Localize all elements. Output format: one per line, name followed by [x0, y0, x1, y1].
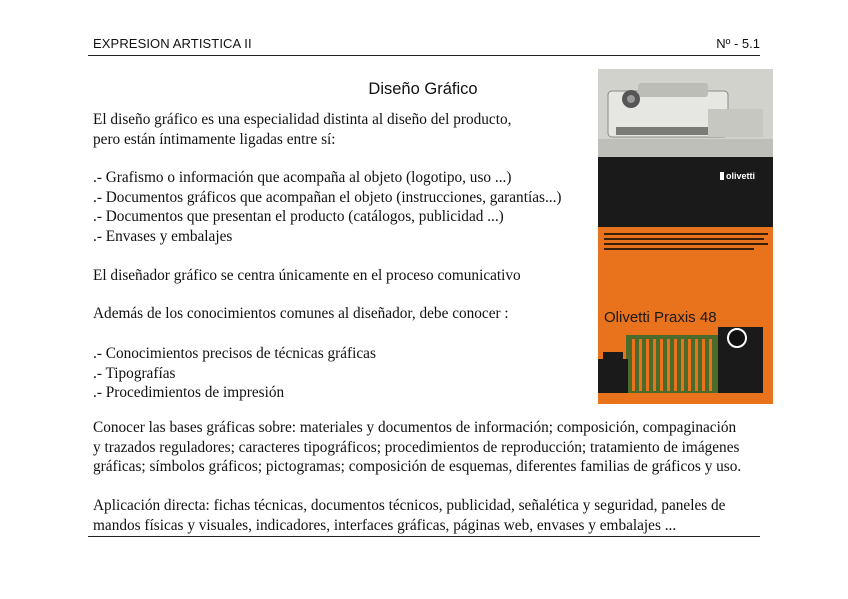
olivetti-logo: olivetti [726, 171, 756, 181]
application-line: mandos físicas y visuales, indicadores, interfaces gráficas, páginas web, envases y embalajes ... [93, 516, 677, 534]
list-item: .- Documentos gráficos que acompañan el objeto (instrucciones, garantías...) [93, 188, 562, 206]
bases-line: gráficas; símbolos gráficos; pictogramas; composición de esquemas, diferentes familias de gráficos y uso. [93, 458, 742, 475]
course-title: EXPRESION ARTISTICA II [93, 36, 252, 51]
typewriter-base [708, 109, 763, 137]
header-divider [88, 55, 760, 56]
poster-fine-print [604, 233, 768, 235]
typewriter-knob-inner [627, 95, 635, 103]
statement-paragraph [93, 266, 593, 286]
poster-product-name: Olivetti Praxis 48 [604, 309, 717, 326]
application-paragraph [93, 496, 773, 535]
poster-black-band [598, 157, 773, 227]
poster-fine-print [604, 248, 754, 250]
footer-divider [88, 536, 760, 537]
olivetti-logo-mark [720, 172, 724, 180]
statement-line: El diseñador gráfico se centra únicamente en el proceso comunicativo [93, 267, 521, 284]
page-number: Nº - 5.1 [716, 36, 760, 51]
poster-fine-print [604, 243, 768, 245]
poster-graphic [598, 69, 773, 404]
knowledge-intro [93, 304, 593, 324]
poster-machine-step [598, 359, 628, 393]
list-item: .- Documentos que presentan el producto (catálogos, publicidad ...) [93, 208, 504, 225]
intro-paragraph [93, 110, 593, 149]
list-item: .- Conocimientos precisos de técnicas gráficas [93, 345, 376, 362]
intro-line: pero están íntimamente ligadas entre sí: [93, 130, 336, 148]
list-item: .- Envases y embalajes [93, 227, 233, 245]
list-item: .- Procedimientos de impresión [93, 384, 285, 401]
poster-machine-step [603, 352, 623, 360]
knowledge-intro-line: Además de los conocimientos comunes al diseñador, debe conocer : [93, 305, 509, 322]
graphic-items-list [93, 168, 593, 246]
bases-line: y trazados reguladores; caracteres tipográficos; procedimientos de reproducción; tratamiento de imágenes [93, 438, 740, 456]
poster-fine-print [604, 238, 764, 240]
list-item: .- Tipografías [93, 364, 176, 382]
typewriter-keys [616, 127, 716, 135]
bases-paragraph [93, 418, 773, 477]
bases-line: Conocer las bases gráficas sobre: materiales y documentos de información; composición, compaginación [93, 419, 737, 436]
olivetti-poster-image [598, 69, 773, 404]
application-line: Aplicación directa: fichas técnicas, documentos técnicos, publicidad, señalética y seguridad, paneles de [93, 497, 726, 514]
intro-line: El diseño gráfico es una especialidad distinta al diseño del producto, [93, 111, 512, 128]
poster-bottom-band [598, 393, 773, 404]
knowledge-list [93, 344, 593, 403]
page-title: Diseño Gráfico [368, 80, 478, 98]
typewriter-top [638, 83, 708, 97]
list-item: .- Grafismo o información que acompaña al objeto (logotipo, uso ...) [93, 169, 512, 186]
typewriter-shadow [598, 139, 773, 157]
poster-dial [728, 329, 746, 347]
